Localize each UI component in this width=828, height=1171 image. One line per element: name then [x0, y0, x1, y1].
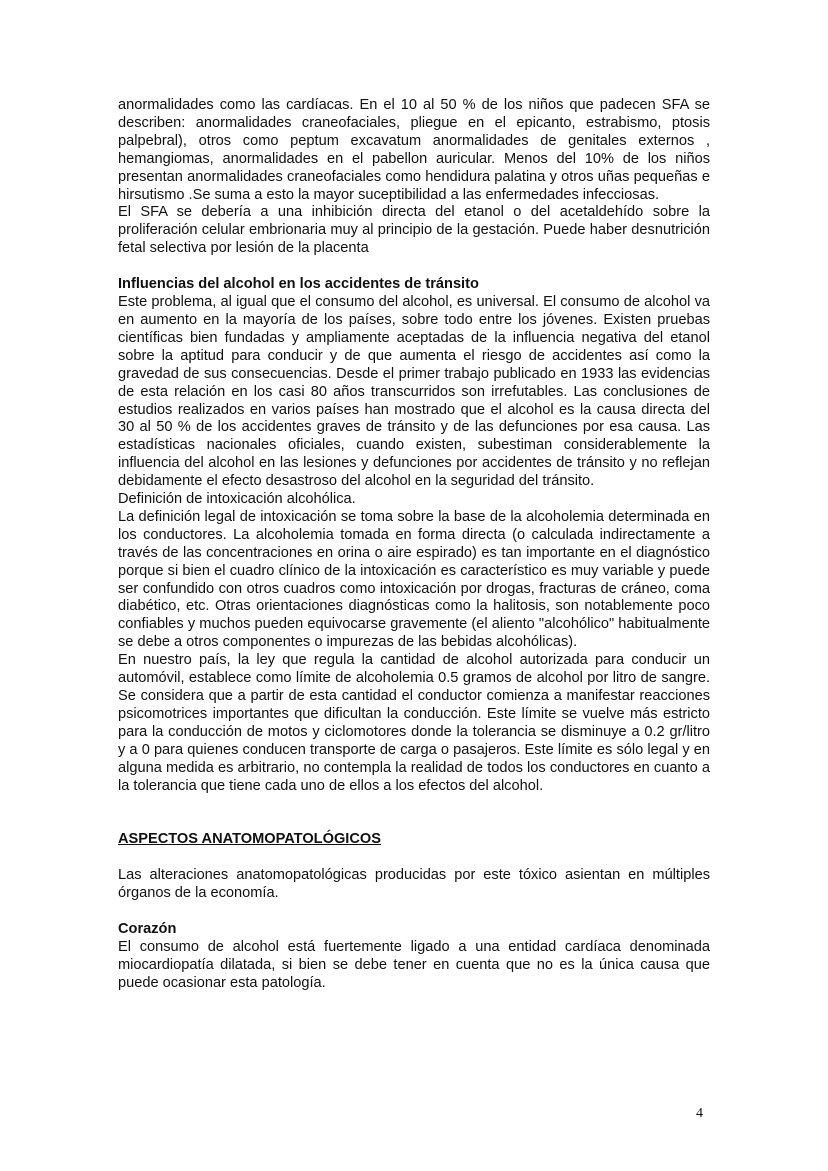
heading-anatomopathological: ASPECTOS ANATOMOPATOLÓGICOS	[118, 831, 381, 848]
paragraph-legal-definition: La definición legal de intoxicación se toma sobre la base de la alcoholemia determinada en los conductores. La alcoholemia tomada en forma directa (o calculada indirectamente a través de las concentraciones en orina o aire espirado) es tan importante en el diagnóstico porque si bien el cuadro clínico de la intoxicación es característico es muy variable y puede ser confundido con otros cuadros como intoxicación por drogas, fracturas de cráneo, coma diabético, etc. Otras orientaciones diagnósticas como la halitosis, son notablemente poco confiables y muchos pueden equivocarse gravemente (el aliento "alcohólico" habitualmente se debe a otros componentes o impurezas de las bebidas alcohólicas).	[118, 508, 710, 651]
heading-transit-accidents: Influencias del alcohol en los accidentes de tránsito	[118, 276, 479, 293]
paragraph-transit-problem: Este problema, al igual que el consumo del alcohol, es universal. El consumo de alcohol va en aumento en la mayoría de los países, sobre todo entre los jóvenes. Existen pruebas científicas bien fundadas y ampliamente aceptadas de la influencia negativa del etanol sobre la aptitud para conducir y de que aumenta el riesgo de accidentes así como la gravedad de sus consecuencias. Desde el primer trabajo publicado en 1933 las evidencias de esta relación en los casi 80 años transcurridos son irrefutables. Las conclusiones de estudios realizados en varios países han mostrado que el alcohol es la causa directa del 30 al 50 % de los accidentes graves de tránsito y de las defunciones por esa causa. Las estadísticas nacionales oficiales, cuando existen, subestiman considerablemente la influencia del alcohol en las lesiones y defunciones por accidentes de tránsito y no reflejan debidamente el efecto desastroso del alcohol en la seguridad del tránsito.	[118, 294, 710, 490]
heading-heart: Corazón	[118, 921, 177, 938]
paragraph-legal-limit: En nuestro país, la ley que regula la cantidad de alcohol autorizada para conducir un automóvil, establece como límite de alcoholemia 0.5 gramos de alcohol por litro de sangre. Se considera que a partir de esta cantidad el conductor comienza a manifestar reacciones psicomotrices importantes que dificultan la conducción. Este límite se vuelve más estricto para la conducción de motos y ciclomotores donde la tolerancia se disminuye a 0.2 gr/litro y a 0 para quienes conducen transporte de carga o pasajeros. Este límite es sólo legal y en alguna medida es arbitrario, no contempla la realidad de todos los conductores en cuanto a la tolerancia que tiene cada uno de ellos a los efectos del alcohol.	[118, 652, 710, 794]
page-number: 4	[696, 1106, 703, 1121]
paragraph-intoxication-definition-title: Definición de intoxicación alcohólica.	[118, 491, 356, 508]
paragraph-alterations: Las alteraciones anatomopatológicas producidas por este tóxico asientan en múltiples órganos de la economía.	[118, 867, 710, 902]
paragraph-sfa-anomalies: anormalidades como las cardíacas. En el 10 al 50 % de los niños que padecen SFA se describen: anormalidades craneofaciales, pliegue en el epicanto, estrabismo, ptosis palpebral), otros como peptum excavatum anormalidades de genitales externos , hemangiomas, anormalidades en el pabellon auricular. Menos del 10% de los niños presentan anormalidades craneofaciales como hendidura palatina y otros uñas pequeñas e hirsutismo .Se suma a esto la mayor suceptibilidad a las enfermedades infecciosas.	[118, 97, 710, 203]
paragraph-cardiomyopathy: El consumo de alcohol está fuertemente ligado a una entidad cardíaca denominada miocardiopatía dilatada, si bien se debe tener en cuenta que no es la única causa que puede ocasionar esta patología.	[118, 939, 710, 991]
document-page	[118, 97, 710, 993]
paragraph-sfa-cause: El SFA se debería a una inhibición directa del etanol o del acetaldehído sobre la proliferación celular embrionaria muy al principio de la gestación. Puede haber desnutrición fetal selectiva por lesión de la placenta	[118, 204, 710, 257]
